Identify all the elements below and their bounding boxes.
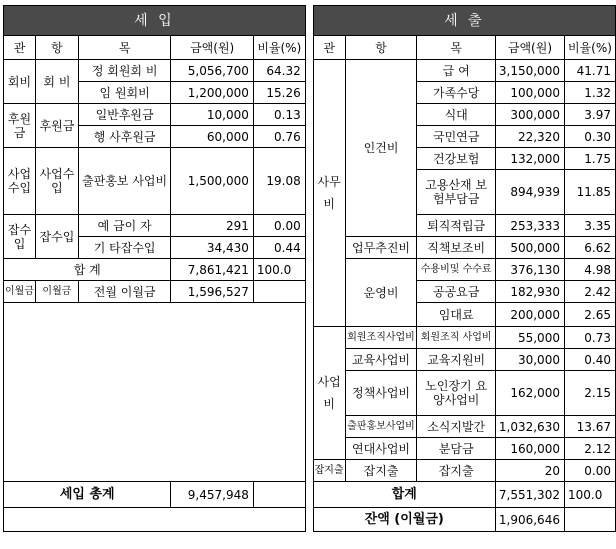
income-ratio: 0.00 xyxy=(253,215,305,237)
table-row xyxy=(4,349,616,371)
income-item: 행 사후원금 xyxy=(78,126,171,148)
income-item: 일반후원금 xyxy=(78,104,171,126)
expense-amount: 132,000 xyxy=(495,148,564,170)
income-ratio: 15.26 xyxy=(253,82,305,104)
income-item: 정 회원회 비 xyxy=(78,60,171,82)
gap-cell xyxy=(305,303,313,327)
expense-balance-label: 잔액 (이월금) xyxy=(313,508,495,532)
expense-hang: 연대사업비 xyxy=(345,438,417,460)
income-hang-sponsorship: 후원금 xyxy=(35,104,78,148)
expense-item: 분담금 xyxy=(417,438,495,460)
income-header-ratio: 비율(%) xyxy=(253,36,305,60)
gap-cell xyxy=(305,416,313,438)
gap-cell xyxy=(305,371,313,416)
gap-cell xyxy=(305,82,313,104)
expense-item: 공공요금 xyxy=(417,281,495,303)
expense-hang-personnel: 인건비 xyxy=(345,60,417,237)
expense-amount: 253,333 xyxy=(495,215,564,237)
gap-cell xyxy=(305,508,313,532)
expense-hang: 업무추진비 xyxy=(345,237,417,259)
expense-amount: 100,000 xyxy=(495,82,564,104)
empty-cell xyxy=(4,327,306,349)
expense-ratio: 2.15 xyxy=(564,371,615,416)
expense-ratio: 41.71 xyxy=(564,60,615,82)
income-amount: 1,200,000 xyxy=(171,82,253,104)
income-gwan-membership: 회비 xyxy=(4,60,36,104)
expense-item: 소식지발간 xyxy=(417,416,495,438)
expense-ratio: 1.32 xyxy=(564,82,615,104)
table-row xyxy=(4,104,616,126)
gap-cell xyxy=(305,60,313,82)
expense-amount: 376,130 xyxy=(495,259,564,281)
table-row xyxy=(4,327,616,349)
expense-item: 회원조직 사업비 xyxy=(417,327,495,349)
income-header-amount: 금액(원) xyxy=(171,36,253,60)
expense-ratio: 6.62 xyxy=(564,237,615,259)
expense-ratio: 0.30 xyxy=(564,126,615,148)
expense-item: 잡지출 xyxy=(417,460,495,482)
expense-hang: 교육사업비 xyxy=(345,349,417,371)
empty-cell xyxy=(564,508,615,532)
empty-cell xyxy=(253,482,305,508)
expense-ratio: 13.67 xyxy=(564,416,615,438)
income-gwan-carry: 이월금 xyxy=(4,281,36,303)
expense-ratio: 1.75 xyxy=(564,148,615,170)
empty-cell xyxy=(4,508,306,532)
expense-item: 건강보험 xyxy=(417,148,495,170)
expense-hang: 출판홍보사업비 xyxy=(345,416,417,438)
expense-amount: 500,000 xyxy=(495,237,564,259)
income-ratio: 0.13 xyxy=(253,104,305,126)
expense-item: 국민연금 xyxy=(417,126,495,148)
income-total-amount: 9,457,948 xyxy=(171,482,253,508)
expense-balance-amount: 1,906,646 xyxy=(495,508,564,532)
gap-cell xyxy=(305,482,313,508)
expense-amount: 182,930 xyxy=(495,281,564,303)
expense-item: 가족수당 xyxy=(417,82,495,104)
income-ratio: 64.32 xyxy=(253,60,305,82)
expense-amount: 3,150,000 xyxy=(495,60,564,82)
table-row xyxy=(4,371,616,416)
table-row xyxy=(4,82,616,104)
empty-cell xyxy=(4,349,306,371)
expense-amount: 20 xyxy=(495,460,564,482)
expense-total-label: 합계 xyxy=(313,482,495,508)
income-hang-carry: 이월금 xyxy=(35,281,78,303)
expense-hang-operation: 운영비 xyxy=(345,259,417,327)
empty-cell xyxy=(4,460,306,482)
income-ratio: 0.44 xyxy=(253,237,305,259)
table-row xyxy=(4,60,616,82)
table-row xyxy=(4,126,616,148)
income-amount: 1,500,000 xyxy=(171,148,253,215)
expense-hang: 잡지출 xyxy=(345,460,417,482)
total-row xyxy=(4,482,616,508)
expense-ratio: 3.97 xyxy=(564,104,615,126)
column-header-row xyxy=(4,36,616,60)
expense-header-gwan: 관 xyxy=(313,36,345,60)
income-header-mok: 목 xyxy=(78,36,171,60)
gap-cell xyxy=(305,148,313,170)
expense-hang: 정책사업비 xyxy=(345,371,417,416)
expense-header-ratio: 비율(%) xyxy=(564,36,615,60)
expense-item: 퇴직적립금 xyxy=(417,215,495,237)
income-hang-misc: 잡수입 xyxy=(35,215,78,259)
income-hang-membership: 회 비 xyxy=(35,60,78,104)
expense-ratio: 2.42 xyxy=(564,281,615,303)
expense-item: 급 여 xyxy=(417,60,495,82)
expense-header-hang: 항 xyxy=(345,36,417,60)
table-row xyxy=(4,303,616,327)
income-ratio: 0.76 xyxy=(253,126,305,148)
table-row xyxy=(4,460,616,482)
gap-cell xyxy=(305,104,313,126)
expense-header-mok: 목 xyxy=(417,36,495,60)
balance-row xyxy=(4,508,616,532)
empty-cell xyxy=(4,438,306,460)
table-row xyxy=(4,237,616,259)
expense-section-title: 세 출 xyxy=(313,6,615,36)
income-gwan-sponsorship: 후원금 xyxy=(4,104,36,148)
expense-item: 식대 xyxy=(417,104,495,126)
expense-ratio: 3.35 xyxy=(564,215,615,237)
expense-ratio: 2.65 xyxy=(564,303,615,327)
empty-cell xyxy=(4,416,306,438)
income-amount: 34,430 xyxy=(171,237,253,259)
budget-table xyxy=(3,5,616,532)
income-header-gwan: 관 xyxy=(4,36,36,60)
income-amount: 60,000 xyxy=(171,126,253,148)
expense-amount: 300,000 xyxy=(495,104,564,126)
expense-amount: 162,000 xyxy=(495,371,564,416)
expense-ratio: 0.40 xyxy=(564,349,615,371)
expense-hang: 회원조직사업비 xyxy=(345,327,417,349)
expense-amount: 160,000 xyxy=(495,438,564,460)
empty-cell xyxy=(4,371,306,416)
income-ratio: 19.08 xyxy=(253,148,305,215)
income-amount: 291 xyxy=(171,215,253,237)
gap-cell xyxy=(305,126,313,148)
empty-cell xyxy=(253,281,305,303)
income-carry-item: 전월 이월금 xyxy=(78,281,171,303)
expense-ratio: 2.12 xyxy=(564,438,615,460)
table-row xyxy=(4,215,616,237)
expense-ratio: 0.73 xyxy=(564,327,615,349)
expense-gwan-program: 사업비 xyxy=(313,327,345,460)
expense-amount: 1,032,630 xyxy=(495,416,564,438)
expense-ratio: 11.85 xyxy=(564,170,615,215)
gap-cell xyxy=(305,349,313,371)
expense-amount: 55,000 xyxy=(495,327,564,349)
table-row xyxy=(4,438,616,460)
expense-amount: 22,320 xyxy=(495,126,564,148)
income-item: 기 타잡수입 xyxy=(78,237,171,259)
income-gwan-business: 사업수입 xyxy=(4,148,36,215)
income-item: 예 금이 자 xyxy=(78,215,171,237)
income-hang-business: 사업수입 xyxy=(35,148,78,215)
table-row xyxy=(4,281,616,303)
gap-cell xyxy=(305,170,313,215)
gap-cell xyxy=(305,36,313,60)
income-section-title: 세 입 xyxy=(4,6,306,36)
expense-item: 노인장기 요양사업비 xyxy=(417,371,495,416)
expense-total-amount: 7,551,302 xyxy=(495,482,564,508)
expense-amount: 894,939 xyxy=(495,170,564,215)
expense-item: 고용산재 보험부담금 xyxy=(417,170,495,215)
income-gwan-misc: 잡수입 xyxy=(4,215,36,259)
gap-cell xyxy=(305,438,313,460)
gap-cell xyxy=(305,327,313,349)
expense-amount: 30,000 xyxy=(495,349,564,371)
income-amount: 10,000 xyxy=(171,104,253,126)
income-subtotal-amount: 7,861,421 xyxy=(171,259,253,281)
gap-cell xyxy=(305,6,313,36)
expense-gwan-misc: 잡지출 xyxy=(313,460,345,482)
income-total-label: 세입 총계 xyxy=(4,482,171,508)
gap-cell xyxy=(305,460,313,482)
expense-item: 수용비및 수수료 xyxy=(417,259,495,281)
expense-ratio: 4.98 xyxy=(564,259,615,281)
income-subtotal-label: 합 계 xyxy=(4,259,171,281)
empty-cell xyxy=(4,303,306,327)
income-item: 임 원회비 xyxy=(78,82,171,104)
section-header-row xyxy=(4,6,616,36)
table-row xyxy=(4,148,616,170)
expense-amount: 200,000 xyxy=(495,303,564,327)
expense-item: 직책보조비 xyxy=(417,237,495,259)
gap-cell xyxy=(305,237,313,259)
gap-cell xyxy=(305,281,313,303)
gap-cell xyxy=(305,259,313,281)
expense-total-ratio: 100.0 xyxy=(564,482,615,508)
income-subtotal-ratio: 100.0 xyxy=(253,259,305,281)
expense-item: 교육지원비 xyxy=(417,349,495,371)
expense-ratio: 0.00 xyxy=(564,460,615,482)
expense-gwan-office: 사무비 xyxy=(313,60,345,327)
expense-header-amount: 금액(원) xyxy=(495,36,564,60)
income-item: 출판홍보 사업비 xyxy=(78,148,171,215)
income-carry-amount: 1,596,527 xyxy=(171,281,253,303)
table-row xyxy=(4,416,616,438)
expense-item: 임대료 xyxy=(417,303,495,327)
table-row xyxy=(4,259,616,281)
gap-cell xyxy=(305,215,313,237)
income-header-hang: 항 xyxy=(35,36,78,60)
income-amount: 5,056,700 xyxy=(171,60,253,82)
